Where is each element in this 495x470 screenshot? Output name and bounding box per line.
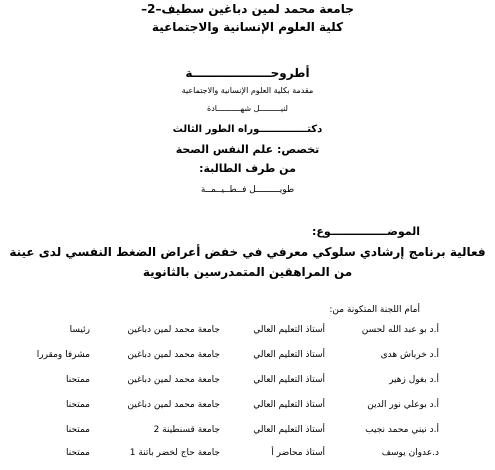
jury-rank: أستاذ محاضر أ: [271, 448, 325, 458]
jury-rank: أستاذ التعليم العالي: [253, 325, 325, 335]
jury-role: مشرفا ومقررا: [36, 350, 90, 360]
jury-role: ممتحنا: [65, 448, 90, 458]
jury-heading: أمام اللجنة المتكونة من:: [329, 305, 420, 315]
jury-rank: أستاذ التعليم العالي: [253, 375, 325, 385]
jury-university: جامعة محمد لمين دباغين: [127, 325, 220, 335]
submitted-to: مقدمة بكلية العلوم الإنسانية والاجتماعية: [181, 86, 314, 95]
jury-row: [0, 375, 495, 397]
jury-role: رئيسا: [69, 325, 90, 335]
university-name: جامعة محمد لمين دباغين سطيف–2–: [141, 2, 354, 16]
jury-university: جامعة حاج لخضر باتنة 1: [129, 448, 220, 458]
jury-university: جامعة محمد لمين دباغين: [127, 375, 220, 385]
jury-name: د.عدوان يوسف: [381, 448, 439, 458]
jury-rank: أستاذ التعليم العالي: [253, 350, 325, 360]
jury-row: [0, 400, 495, 422]
document-type: أطروحـــــــــــــــــــة: [185, 66, 310, 80]
jury-role: ممتحنا: [65, 375, 90, 385]
jury-row: [0, 350, 495, 372]
subject-label: الموضـــــــــــــــوع:: [311, 225, 420, 238]
jury-rank: أستاذ التعليم العالي: [253, 400, 325, 410]
jury-name: أ.د خرباش هدى: [380, 350, 439, 360]
degree-line: لنيـــــــــل شهــــــــــادة: [207, 104, 288, 113]
thesis-title-line-1: فعالية برنامج إرشادي سلوكي معرفي في خفض أعراض الضغط النفسي لدى عينة: [9, 245, 486, 259]
jury-name: أ.د بوعلي نور الدين: [367, 400, 439, 410]
faculty-name: كلية العلوم الإنسانية والاجتماعية: [151, 20, 344, 34]
degree-name: دكتــــــــــــــوراه الطور الثالث: [172, 124, 323, 135]
jury-name: أ.د نيني محمد نجيب: [365, 425, 439, 435]
jury-university: جامعة محمد لمين دباغين: [127, 400, 220, 410]
jury-university: جامعة قسنطينة 2: [153, 425, 220, 435]
thesis-title-line-2: من المراهقين المتمدرسين بالثانوية: [142, 265, 353, 279]
jury-row: [0, 325, 495, 347]
jury-row: [0, 448, 495, 470]
jury-university: جامعة محمد لمين دباغين: [127, 350, 220, 360]
specialty: تخصص: علم النفس الصحة: [175, 143, 320, 156]
jury-role: ممتحنا: [65, 400, 90, 410]
student-label: من طرف الطالبة:: [199, 162, 296, 175]
student-name: طويـــــــــل فــطــيــمــة: [200, 185, 295, 195]
jury-name: أ.د بو عبد الله لحسن: [361, 325, 439, 335]
jury-row: [0, 425, 495, 447]
jury-name: أ.د بغول زهير: [389, 375, 439, 385]
jury-rank: أستاذ التعليم العالي: [253, 425, 325, 435]
jury-role: ممتحنا: [65, 425, 90, 435]
